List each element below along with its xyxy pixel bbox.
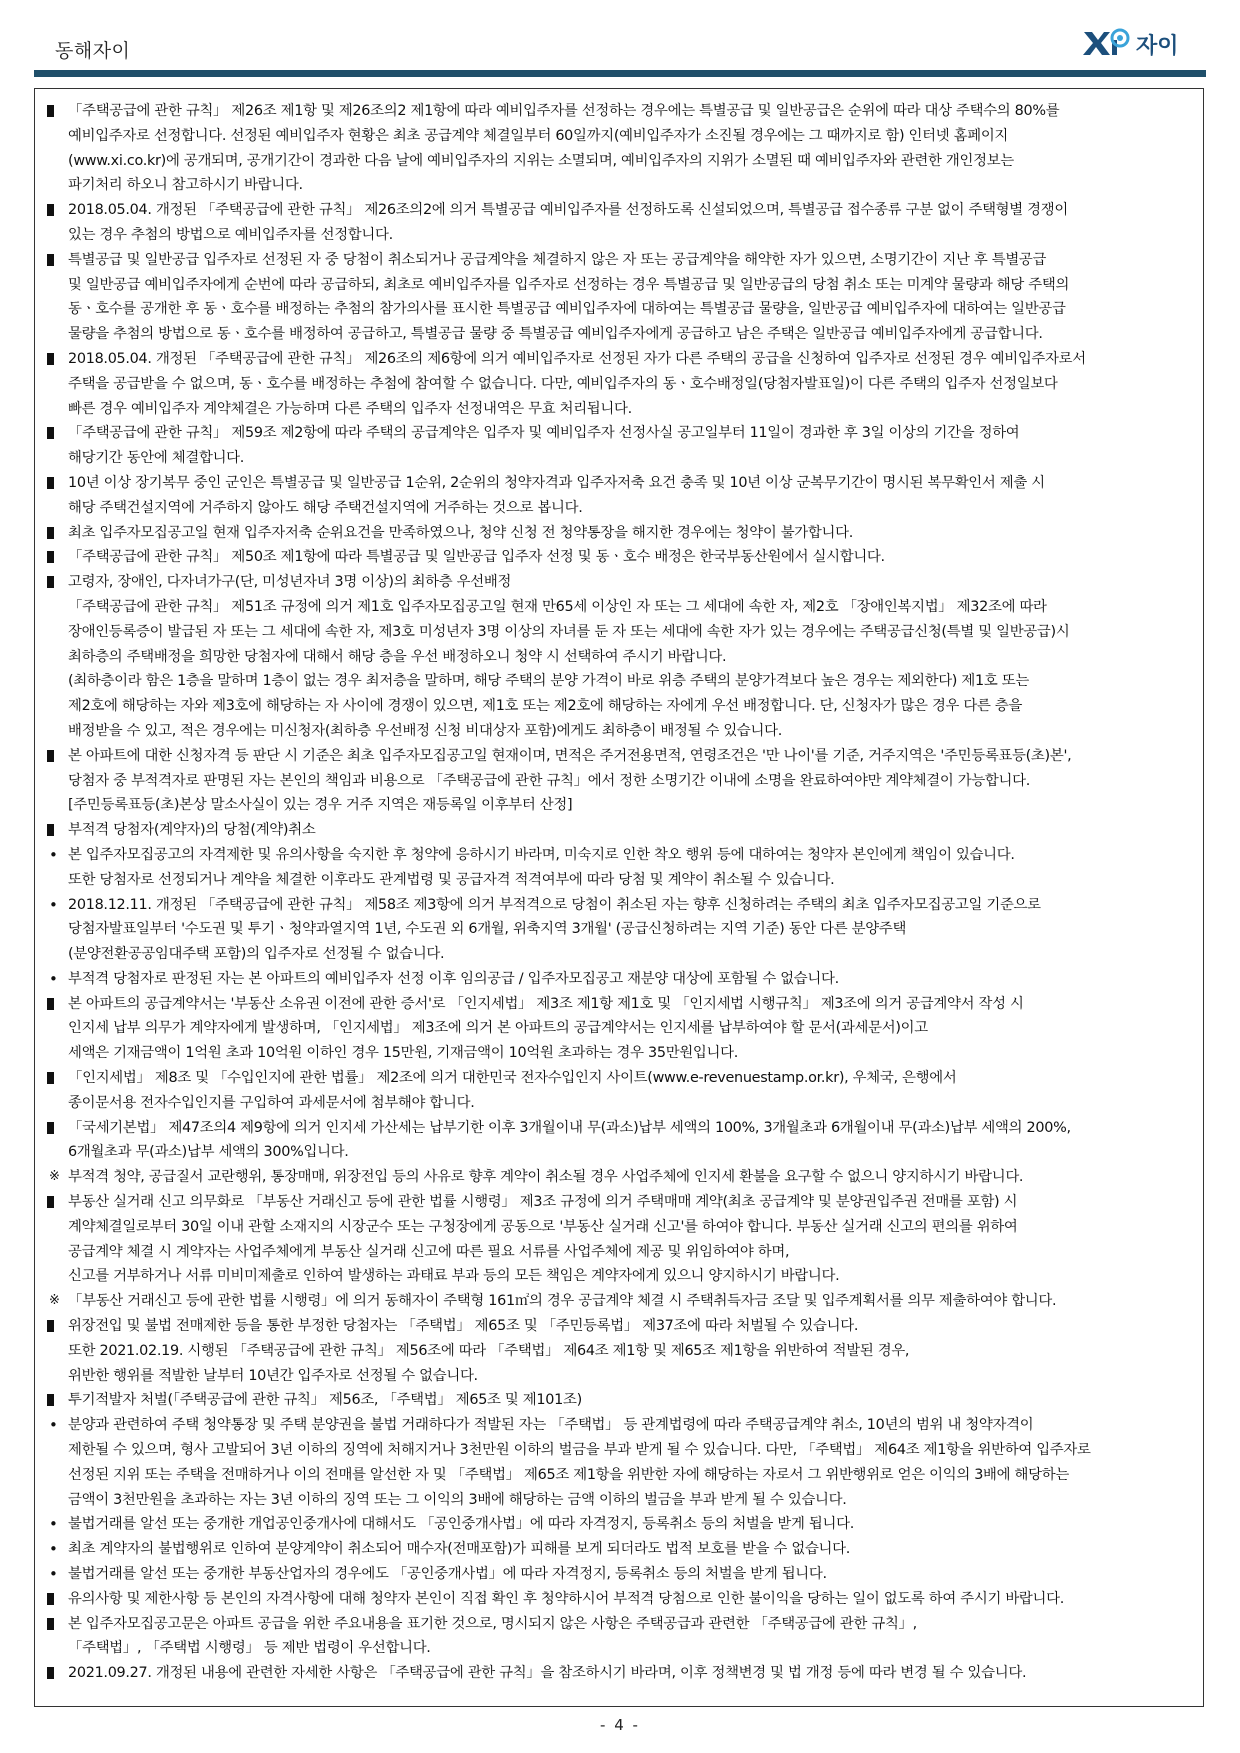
notice-line: 세액은 기재금액이 1억원 초과 10억원 이하인 경우 15만원, 기재금액이 10억원 초과하는 경우 35만원입니다. — [68, 1045, 738, 1062]
notice-subitem — [35, 893, 1205, 967]
notice-item — [35, 570, 1205, 744]
notice-line: 특별공급 및 일반공급 입주자로 선정된 자 중 당첨이 취소되거나 공급계약을 체결하지 않은 자 또는 공급계약을 해약한 자가 있으면, 소명기간이 지난 후 특별공급 — [68, 251, 1047, 268]
notice-line: 신고를 거부하거나 서류 미비미제출로 인하여 발생하는 과태료 부과 등의 모든 책임은 계약자에게 있으니 양지하시기 바랍니다. — [68, 1268, 840, 1285]
notice-line: 또한 2021.02.19. 시행된 「주택공급에 관한 규칙」 제56조에 따라 「주택법」 제64조 제1항 및 제65조 제1항을 위반하여 적발된 경우, — [68, 1342, 910, 1359]
notice-subitem — [35, 1512, 1205, 1537]
notice-line: 빠른 경우 예비입주자 계약체결은 가능하며 다른 주택의 입주자 선정내역은 무효 처리됩니다. — [68, 400, 632, 417]
notice-line: ※ 부적격 청약, 공급질서 교란행위, 통장매매, 위장전입 등의 사유로 향후 계약이 취소될 경우 사업주체에 인지세 환불을 요구할 수 없으니 양지하시기 바랍니다. — [68, 1169, 1024, 1186]
notice-line: 위장전입 및 불법 전매제한 등을 통한 부정한 당첨자는 「주택법」 제65조 및 「주민등록법」 제37조에 따라 처벌될 수 있습니다. — [68, 1318, 859, 1335]
notice-line: • 분양과 관련하여 주택 청약통장 및 주택 분양권을 불법 거래하다가 적발된 자는 「주택법」 등 관계법령에 따라 주택공급계약 취소, 10년의 범위 내 청약자격이 — [68, 1417, 1034, 1434]
notice-item — [35, 471, 1205, 521]
logo-text: 자이 — [1136, 34, 1179, 59]
notice-item — [35, 818, 1205, 843]
notice-item — [35, 545, 1205, 570]
notice-line: 「주택공급에 관한 규칙」 제59조 제2항에 따라 주택의 공급계약은 입주자 및 예비입주자 선정사실 공고일부터 11일이 경과한 후 3일 이상의 기간을 정하여 — [68, 425, 1020, 442]
notice-item — [35, 198, 1205, 248]
notice-line: • 본 입주자모집공고의 자격제한 및 유의사항을 숙지한 후 청약에 응하시기 바라며, 미숙지로 인한 착오 행위 등에 대하여는 청약자 본인에게 책임이 있습니다. — [68, 846, 1015, 863]
notice-subitem — [35, 1537, 1205, 1562]
notice-line: 본 입주자모집공고문은 아파트 공급을 위한 주요내용을 표기한 것으로, 명시되지 않은 사항은 주택공급과 관련한 「주택공급에 관한 규칙」, — [68, 1615, 917, 1632]
notice-item — [35, 521, 1205, 546]
notice-line: 해당 주택건설지역에 거주하지 않아도 해당 주택건설지역에 거주하는 것으로 봅니다. — [68, 499, 583, 516]
notice-item — [35, 421, 1205, 471]
notice-line: 장애인등록증이 발급된 자 또는 그 세대에 속한 자, 제3호 미성년자 3명 이상의 자녀를 둔 자 또는 세대에 속한 자가 있는 경우에는 주택공급신청(특별 및 일반공급)시 — [68, 623, 1070, 640]
notice-line: 6개월초과 무(과소)납부 세액의 300%입니다. — [68, 1144, 349, 1161]
notice-item — [35, 1612, 1205, 1662]
notice-line: 당첨자발표일부터 '수도권 및 투기ㆍ청약과열지역 1년, 수도권 외 6개월, 위축지역 3개월' (공급신청하려는 지역 기준) 동안 다른 분양주택 — [68, 921, 907, 938]
notice-line: 물량을 추첨의 방법으로 동ㆍ호수를 배정하여 공급하고, 특별공급 물량 중 특별공급 예비입주자에게 공급하고 남은 주택은 일반공급 예비입주자에게 공급합니다. — [68, 326, 1043, 343]
notice-line: 「주택공급에 관한 규칙」 제51조 규정에 의거 제1호 입주자모집공고일 현재 만65세 이상인 자 또는 그 세대에 속한 자, 제2호 「장애인복지법」 제32조에 따라 — [68, 598, 1047, 615]
notice-line: • 최초 계약자의 불법행위로 인하여 분양계약이 취소되어 매수자(전매포함)가 피해를 보게 되더라도 법적 보호를 받을 수 없습니다. — [68, 1541, 851, 1558]
notice-item — [35, 1314, 1205, 1388]
notice-line: • 2018.12.11. 개정된 「주택공급에 관한 규칙」 제58조 제3항에 의거 부적격으로 당첨이 취소된 자는 향후 신청하려는 주택의 최초 입주자모집공고일 기준으로 — [68, 896, 1041, 913]
notice-item — [35, 1190, 1205, 1289]
notice-list — [35, 99, 1205, 1686]
notice-line: 최초 입주자모집공고일 현재 입주자저축 순위요건을 만족하였으나, 청약 신청 전 청약통장을 해지한 경우에는 청약이 불가합니다. — [68, 524, 853, 541]
notice-remark — [35, 1289, 1205, 1314]
notice-item — [35, 1066, 1205, 1116]
notice-line: 「주택공급에 관한 규칙」 제26조 제1항 및 제26조의2 제1항에 따라 예비입주자를 선정하는 경우에는 특별공급 및 일반공급은 순위에 따라 대상 주택수의 80%를 — [68, 103, 1060, 119]
notice-subitem — [35, 1562, 1205, 1587]
notice-item — [35, 1116, 1205, 1166]
notice-subitem — [35, 843, 1205, 893]
notice-line: 제한될 수 있으며, 형사 고발되어 3년 이하의 징역에 처해지거나 3천만원 이하의 벌금을 부과 받게 될 수 있습니다. 다만, 「주택법」 제64조 제1항을 위반하여 입주자로 — [68, 1442, 1091, 1459]
notice-item — [35, 1587, 1205, 1612]
notice-item — [35, 1661, 1205, 1686]
notice-line: 투기적발자 처벌(「주택공급에 관한 규칙」 제56조, 「주택법」 제65조 및 제101조) — [68, 1392, 582, 1409]
notice-item — [35, 744, 1205, 818]
notice-line: 예비입주자로 선정합니다. 선정된 예비입주자 현황은 최초 공급계약 체결일부터 60일까지(예비입주자가 소진될 경우에는 그 때까지로 함) 인터넷 홈페이지 — [68, 127, 1009, 144]
notice-line: 있는 경우 추첨의 방법으로 예비입주자를 선정합니다. — [68, 226, 393, 243]
notice-line: [주민등록표등(초)본상 말소사실이 있는 경우 거주 지역은 재등록일 이후부터 산정] — [68, 797, 573, 814]
notice-line: 또한 당첨자로 선정되거나 계약을 체결한 이후라도 관계법령 및 공급자격 적격여부에 따라 당첨 및 계약이 취소될 수 있습니다. — [68, 871, 835, 888]
notice-line: 2018.05.04. 개정된 「주택공급에 관한 규칙」 제26조의2에 의거 특별공급 예비입주자를 선정하도록 신설되었으며, 특별공급 접수종류 구분 없이 주택형별 경쟁이 — [68, 202, 1068, 219]
notice-line: 2021.09.27. 개정된 내용에 관련한 자세한 사항은 「주택공급에 관한 규칙」을 참조하시기 바라며, 이후 정책변경 및 법 개정 등에 따라 변경 될 수 있습니다. — [68, 1665, 1027, 1682]
notice-line: 당첨자 중 부적격자로 판명된 자는 본인의 책임과 비용으로 「주택공급에 관한 규칙」에서 정한 소명기간 이내에 소명을 완료하여야만 계약체결이 가능합니다. — [68, 772, 1031, 789]
notice-line: 「국세기본법」 제47조의4 제9항에 의거 인지세 가산세는 납부기한 이후 3개월이내 무(과소)납부 세액의 100%, 3개월초과 6개월이내 무(과소)납부 세액의 200%, — [68, 1119, 1071, 1136]
notice-line: 부적격 당첨자(계약자)의 당첨(계약)취소 — [68, 822, 316, 839]
notice-line: 「인지세법」 제8조 및 「수입인지에 관한 법률」 제2조에 의거 대한민국 전자수입인지 사이트(www.e-revenuestamp.or.kr), 우체국, 은행에서 — [68, 1070, 957, 1087]
notice-subitem — [35, 1413, 1205, 1512]
notice-line: 유의사항 및 제한사항 등 본인의 자격사항에 대해 청약자 본인이 직접 확인 후 청약하시어 부적격 당첨으로 인한 불이익을 당하는 일이 없도록 하여 주시기 바랍니다. — [68, 1590, 1065, 1607]
notice-line: 부동산 실거래 신고 의무화로 「부동산 거래신고 등에 관한 법률 시행령」 제3조 규정에 의거 주택매매 계약(최초 공급계약 및 분양권입주권 전매를 포함) 시 — [68, 1194, 1018, 1211]
notice-line: 본 아파트의 공급계약서는 '부동산 소유권 이전에 관한 증서'로 「인지세법」 제3조 제1항 제1호 및 「인지세법 시행규칙」 제3조에 의거 공급계약서 작성 시 — [68, 995, 1024, 1012]
notice-line: 10년 이상 장기복무 중인 군인은 특별공급 및 일반공급 1순위, 2순위의 청약자격과 입주자저축 요건 충족 및 10년 이상 군복무기간이 명시된 복무확인서 제출 시 — [68, 474, 1045, 491]
notice-line: 2018.05.04. 개정된 「주택공급에 관한 규칙」 제26조의 제6항에 의거 예비입주자로 선정된 자가 다른 주택의 공급을 신청하여 입주자로 선정된 경우 예비입주자로서 — [68, 350, 1086, 367]
notice-line: • 불법거래를 알선 또는 중개한 부동산업자의 경우에도 「공인중개사법」에 따라 자격정지, 등록취소 등의 처벌을 받게 됩니다. — [68, 1566, 827, 1583]
notice-item — [35, 99, 1205, 198]
notice-item — [35, 248, 1205, 347]
page-number: - 4 - — [600, 1716, 640, 1734]
notice-item — [35, 347, 1205, 421]
notice-line: 및 일반공급 예비입주자에게 순번에 따라 공급하되, 최초로 예비입주자를 입주자로 선정하는 경우 특별공급 및 일반공급의 당첨 취소 또는 미계약 물량과 해당 주택의 — [68, 276, 1070, 293]
notice-item — [35, 992, 1205, 1066]
header-divider — [34, 70, 1206, 77]
notice-line: • 불법거래를 알선 또는 중개한 개업공인중개사에 대해서도 「공인중개사법」에 따라 자격정지, 등록취소 등의 처벌을 받게 됩니다. — [68, 1516, 854, 1533]
notice-line: 본 아파트에 대한 신청자격 등 판단 시 기준은 최초 입주자모집공고일 현재이며, 면적은 주거전용면적, 연령조건은 '만 나이'를 기준, 거주지역은 '주민등록표등(초)본', — [68, 747, 1072, 764]
notice-line: (www.xi.co.kr)에 공개되며, 공개기간이 경과한 다음 날에 예비입주자의 지위는 소멸되며, 예비입주자의 지위가 소멸된 때 예비입주자와 관련한 개인정보는 — [68, 152, 1014, 169]
notice-line: 고령자, 장애인, 다자녀가구(단, 미성년자녀 3명 이상)의 최하층 우선배정 — [68, 574, 512, 591]
notice-line: 동ㆍ호수를 공개한 후 동ㆍ호수를 배정하는 추첨의 참가의사를 표시한 특별공급 예비입주자에 대하여는 특별공급 물량을, 일반공급 예비입주자에 대하여는 일반공급 — [68, 301, 1066, 318]
notice-line: 주택을 공급받을 수 없으며, 동ㆍ호수를 배정하는 추첨에 참여할 수 없습니다. 다만, 예비입주자의 동ㆍ호수배정일(당첨자발표일)이 다른 주택의 입주자 선정일보다 — [68, 375, 1058, 392]
notice-line: 금액이 3천만원을 초과하는 자는 3년 이하의 징역 또는 그 이익의 3배에 해당하는 금액 이하의 벌금을 부과 받게 될 수 있습니다. — [68, 1491, 847, 1508]
notice-line: 최하층의 주택배정을 희망한 당첨자에 대해서 해당 층을 우선 배정하오니 청약 시 선택하여 주시기 바랍니다. — [68, 648, 727, 665]
notice-item — [35, 1388, 1205, 1413]
xi-logo-icon — [1082, 28, 1134, 58]
notice-line: 해당기간 동안에 체결합니다. — [68, 450, 245, 467]
document-title: 동해자이 — [55, 40, 131, 62]
notice-subitem — [35, 967, 1205, 992]
notice-line: 배정받을 수 있고, 적은 경우에는 미신청자(최하층 우선배정 신청 비대상자 포함)에게도 최하층이 배정될 수 있습니다. — [68, 722, 783, 739]
notice-remark — [35, 1165, 1205, 1190]
notice-line: 「주택공급에 관한 규칙」 제50조 제1항에 따라 특별공급 및 일반공급 입주자 선정 및 동ㆍ호수 배정은 한국부동산원에서 실시합니다. — [68, 549, 885, 566]
notice-line: 종이문서용 전자수입인지를 구입하여 과세문서에 첨부해야 합니다. — [68, 1094, 475, 1111]
notice-line: ※ 「부동산 거래신고 등에 관한 법률 시행령」에 의거 동해자이 주택형 161㎡의 경우 공급계약 체결 시 주택취득자금 조달 및 입주계획서를 의무 제출하여야 합니다. — [68, 1293, 1057, 1310]
notice-line: 제2호에 해당하는 자와 제3호에 해당하는 자 사이에 경쟁이 있으면, 제1호 또는 제2호에 해당하는 자에게 우선 배정합니다. 단, 신청자가 많은 경우 다른 층을 — [68, 698, 1023, 715]
notice-line: • 부적격 당첨자로 판정된 자는 본 아파트의 예비입주자 선정 이후 임의공급 / 입주자모집공고 재분양 대상에 포함될 수 없습니다. — [68, 970, 839, 987]
notice-line: (분양전환공공임대주택 포함)의 입주자로 선정될 수 없습니다. — [68, 946, 445, 963]
notice-line: 파기처리 하오니 참고하시기 바랍니다. — [68, 177, 303, 194]
notice-line: 「주택법」, 「주택법 시행령」 등 제반 법령이 우선합니다. — [68, 1640, 431, 1657]
notice-line: 계약체결일로부터 30일 이내 관할 소재지의 시장군수 또는 구청장에게 공동으로 '부동산 실거래 신고'를 하여야 합니다. 부동산 실거래 신고의 편의를 위하여 — [68, 1218, 1018, 1235]
notice-line: 공급계약 체결 시 계약자는 사업주체에게 부동산 실거래 신고에 따른 필요 서류를 사업주체에 제공 및 위임하여야 하며, — [68, 1243, 790, 1260]
notice-line: 위반한 행위를 적발한 날부터 10년간 입주자로 선정될 수 없습니다. — [68, 1367, 478, 1384]
notice-line: 인지세 납부 의무가 계약자에게 발생하며, 「인지세법」 제3조에 의거 본 아파트의 공급계약서는 인지세를 납부하여야 할 문서(과세문서)이고 — [68, 1020, 928, 1037]
notice-line: 선정된 지위 또는 주택을 전매하거나 이의 전매를 알선한 자 및 「주택법」 제65조 제1항을 위반한 자에 해당하는 자로서 그 위반행위로 얻은 이익의 3배에 해당하는 — [68, 1466, 1069, 1483]
notice-line: (최하층이라 함은 1층을 말하며 1층이 없는 경우 최저층을 말하며, 해당 주택의 분양 가격이 바로 위층 주택의 분양가격보다 높은 경우는 제외한다) 제1호 또는 — [68, 673, 1029, 690]
notice-box — [34, 88, 1204, 1707]
